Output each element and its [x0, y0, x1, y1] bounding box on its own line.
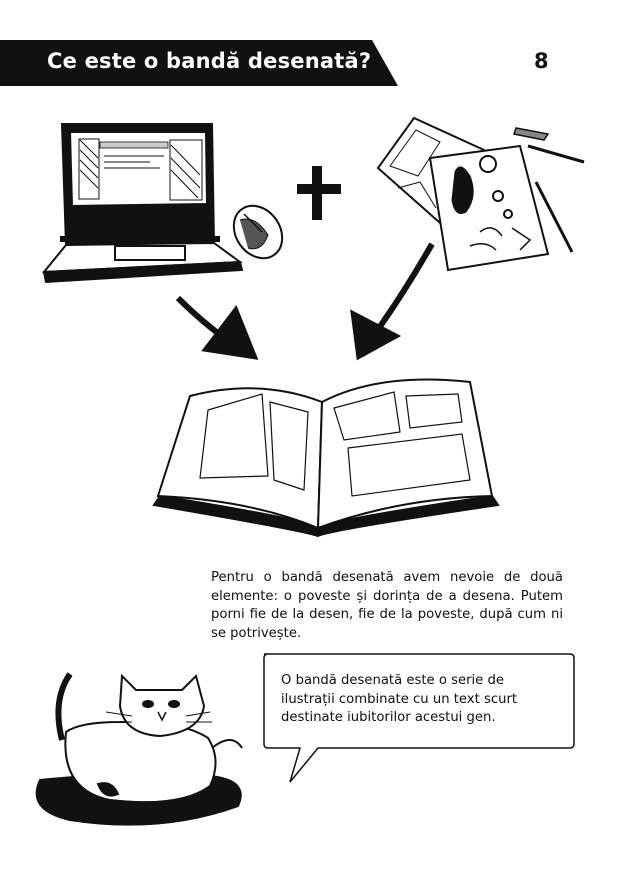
- open-book-illustration: [154, 380, 498, 537]
- arrow-left-icon: [178, 298, 256, 358]
- speech-bubble-text: O bandă desenată este o serie de ilustrații combinate cu un text scurt destinate iubitorilor acestui gen.: [281, 673, 518, 726]
- cat-illustration: [37, 674, 242, 825]
- arrow-right-icon: [352, 244, 432, 358]
- laptop-illustration: [44, 124, 242, 282]
- intro-paragraph: Pentru o bandă desenată avem nevoie de două elemente: o poveste și dorința de a desena. Putem porni fie de la desen, fie de la poveste, după cum ni se potrivește.: [211, 570, 563, 641]
- plus-sign: [297, 166, 341, 220]
- page-number: 8: [534, 49, 549, 73]
- page-title: Ce este o bandă desenată?: [47, 49, 372, 73]
- paper-drawings-illustration: [378, 118, 584, 270]
